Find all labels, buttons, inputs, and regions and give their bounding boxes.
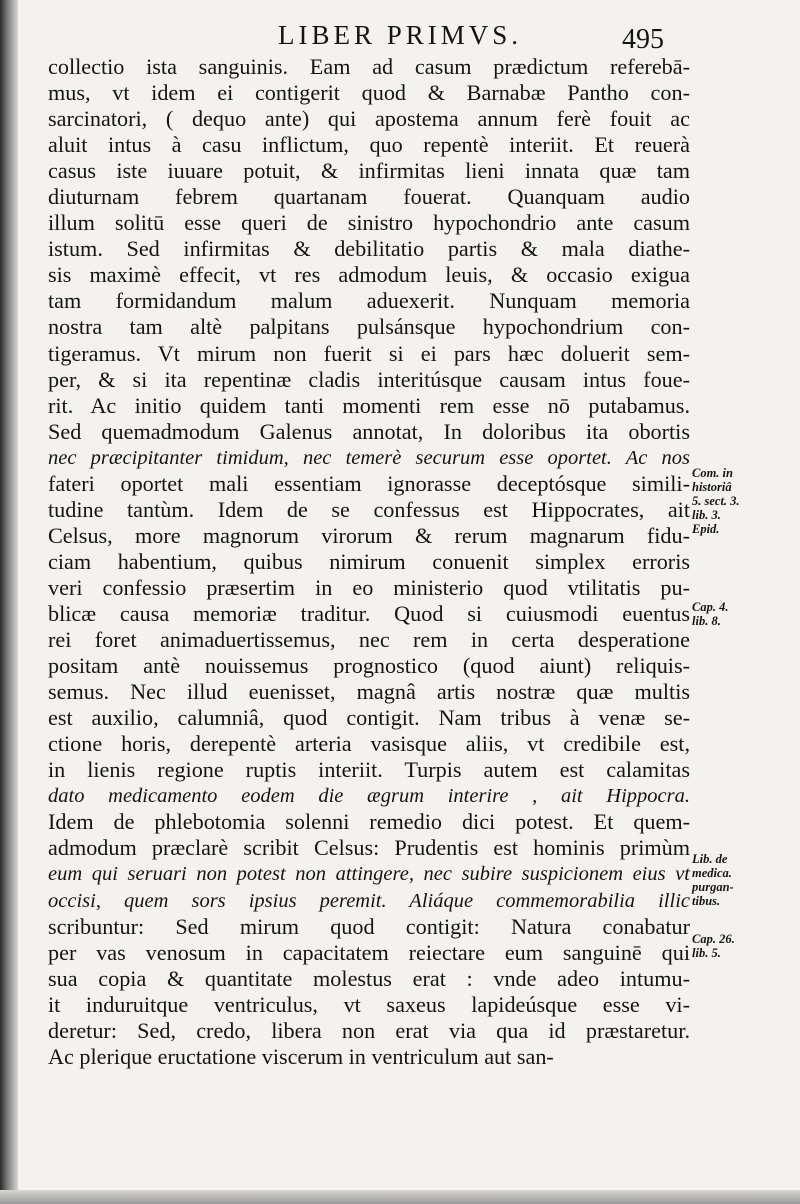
text-line: Ac plerique eructatione viscerum in ventriculum aut san- bbox=[48, 1043, 554, 1069]
margin-note-line: purgan- bbox=[692, 880, 734, 894]
running-head: LIBER PRIMVS. bbox=[277, 20, 523, 50]
margin-note-line: Lib. de bbox=[692, 852, 728, 866]
text-line: rit. Ac initio quidem tanti momenti rem esse nō putabamus. bbox=[48, 392, 690, 418]
margin-note-line: lib. 3. bbox=[692, 508, 721, 522]
text-line: illum solitū esse queri de sinistro hypochondrio ante casum bbox=[48, 210, 690, 236]
text-line: aluit intus à casu inflictum, quo repentè interiit. Et reuerà bbox=[48, 132, 690, 158]
margin-note-line: Cap. 26. bbox=[692, 932, 735, 946]
margin-note-line: historiâ bbox=[692, 480, 732, 494]
text-line: Sed quemadmodum Galenus annotat, In doloribus ita obortis bbox=[48, 418, 690, 444]
text-line: veri confessio præsertim in eo ministerio quod vtilitatis pu- bbox=[48, 574, 690, 600]
text-line: fateri oportet mali essentiam ignorasse deceptósque simili- bbox=[48, 470, 690, 496]
text-line: Celsus, more magnorum virorum & rerum magnarum fidu- bbox=[48, 522, 690, 548]
margin-note bbox=[692, 600, 792, 628]
text-line: tigeramus. Vt mirum non fuerit si ei pars hæc doluerit sem- bbox=[48, 340, 690, 366]
text-line: admodum præclarè scribit Celsus: Prudentis est hominis primùm bbox=[48, 835, 690, 861]
text-line: diuturnam febrem quartanam fouerat. Quanquam audio bbox=[48, 184, 690, 210]
margin-note bbox=[692, 466, 792, 536]
text-line: positam antè nouissemus prognostico (quod aiunt) reliquis- bbox=[48, 653, 690, 679]
text-line: sis maximè effecit, vt res admodum leuis, & occasio exigua bbox=[48, 262, 690, 288]
text-line: occisi, quem sors ipsius peremit. Aliáque commemorabilia illic bbox=[48, 889, 690, 912]
text-line: semus. Nec illud euenisset, magnâ artis nostræ quæ multis bbox=[48, 679, 690, 705]
text-line: tam formidandum malum aduexerit. Nunquam memoria bbox=[48, 288, 690, 314]
margin-note-line: lib. 8. bbox=[692, 614, 721, 628]
body-text bbox=[48, 54, 690, 1070]
text-line: per, & si ita repentinæ cladis interitúsque causam intus foue- bbox=[48, 366, 690, 392]
page-number: 495 bbox=[622, 24, 664, 55]
text-line: tudine tantùm. Idem de se confessus est Hippocrates, ait bbox=[48, 496, 690, 522]
text-line: deretur: Sed, credo, libera non erat via qua id præstaretur. bbox=[48, 1017, 690, 1043]
text-line: mus, vt idem ei contigerit quod & Barnabæ Pantho con- bbox=[48, 80, 690, 106]
page-binding-shadow bbox=[0, 0, 18, 1204]
text-line: Idem de phlebotomia solenni remedio dici potest. Et quem- bbox=[48, 809, 690, 835]
margin-note bbox=[692, 852, 792, 908]
margin-note bbox=[692, 932, 792, 960]
text-line: per vas venosum in capacitatem reiectare eum sanguinē qui bbox=[48, 939, 690, 965]
margin-note-line: tibus. bbox=[692, 894, 721, 908]
text-line: nec præcipitanter timidum, nec temerè securum esse oportet. Ac nos bbox=[48, 446, 690, 469]
text-line: dato medicamento eodem die ægrum interire , ait Hippocra. bbox=[48, 785, 690, 808]
text-line: istum. Sed infirmitas & debilitatio partis & mala diathe- bbox=[48, 236, 690, 262]
text-line: rei foret animaduertissemus, nec rem in certa desperatione bbox=[48, 627, 690, 653]
text-line: casus iste iuuare potuit, & infirmitas lieni innata quæ tam bbox=[48, 158, 690, 184]
text-line: nostra tam altè palpitans pulsánsque hypochondrium con- bbox=[48, 314, 690, 340]
margin-note-line: Com. in bbox=[692, 466, 733, 480]
text-line: blicæ causa memoriæ traditur. Quod si cuiusmodi euentus bbox=[48, 600, 690, 626]
page-bottom-shadow bbox=[0, 1190, 800, 1204]
text-line: sarcinatori, ( dequo ante) qui apostema annum ferè fouit ac bbox=[48, 106, 690, 132]
text-line: it induruitque ventriculus, vt saxeus lapideúsque esse vi- bbox=[48, 991, 690, 1017]
margin-note-line: Cap. 4. bbox=[692, 600, 729, 614]
text-line: in lienis regione ruptis interiit. Turpis autem est calamitas bbox=[48, 757, 690, 783]
margin-note-line: 5. sect. 3. bbox=[692, 494, 740, 508]
text-line: ctione horis, derepentè arteria vasisque aliis, vt credibile est, bbox=[48, 731, 690, 757]
text-line: scribuntur: Sed mirum quod contigit: Natura conabatur bbox=[48, 913, 690, 939]
margin-note-line: Epid. bbox=[692, 522, 720, 536]
margin-note-line: medica. bbox=[692, 866, 732, 880]
text-line: est auxilio, calumniâ, quod contigit. Nam tribus à venæ se- bbox=[48, 705, 690, 731]
text-line: collectio ista sanguinis. Eam ad casum prædictum referebā- bbox=[48, 54, 690, 79]
margin-note-line: lib. 5. bbox=[692, 946, 721, 960]
text-line: eum qui seruari non potest non attingere, nec subire suspicionem eius vt bbox=[48, 863, 690, 886]
page-header bbox=[0, 14, 800, 54]
text-line: ciam habentium, quibus nimirum conuenit simplex erroris bbox=[48, 548, 690, 574]
text-line: sua copia & quantitate molestus erat : vnde adeo intumu- bbox=[48, 965, 690, 991]
